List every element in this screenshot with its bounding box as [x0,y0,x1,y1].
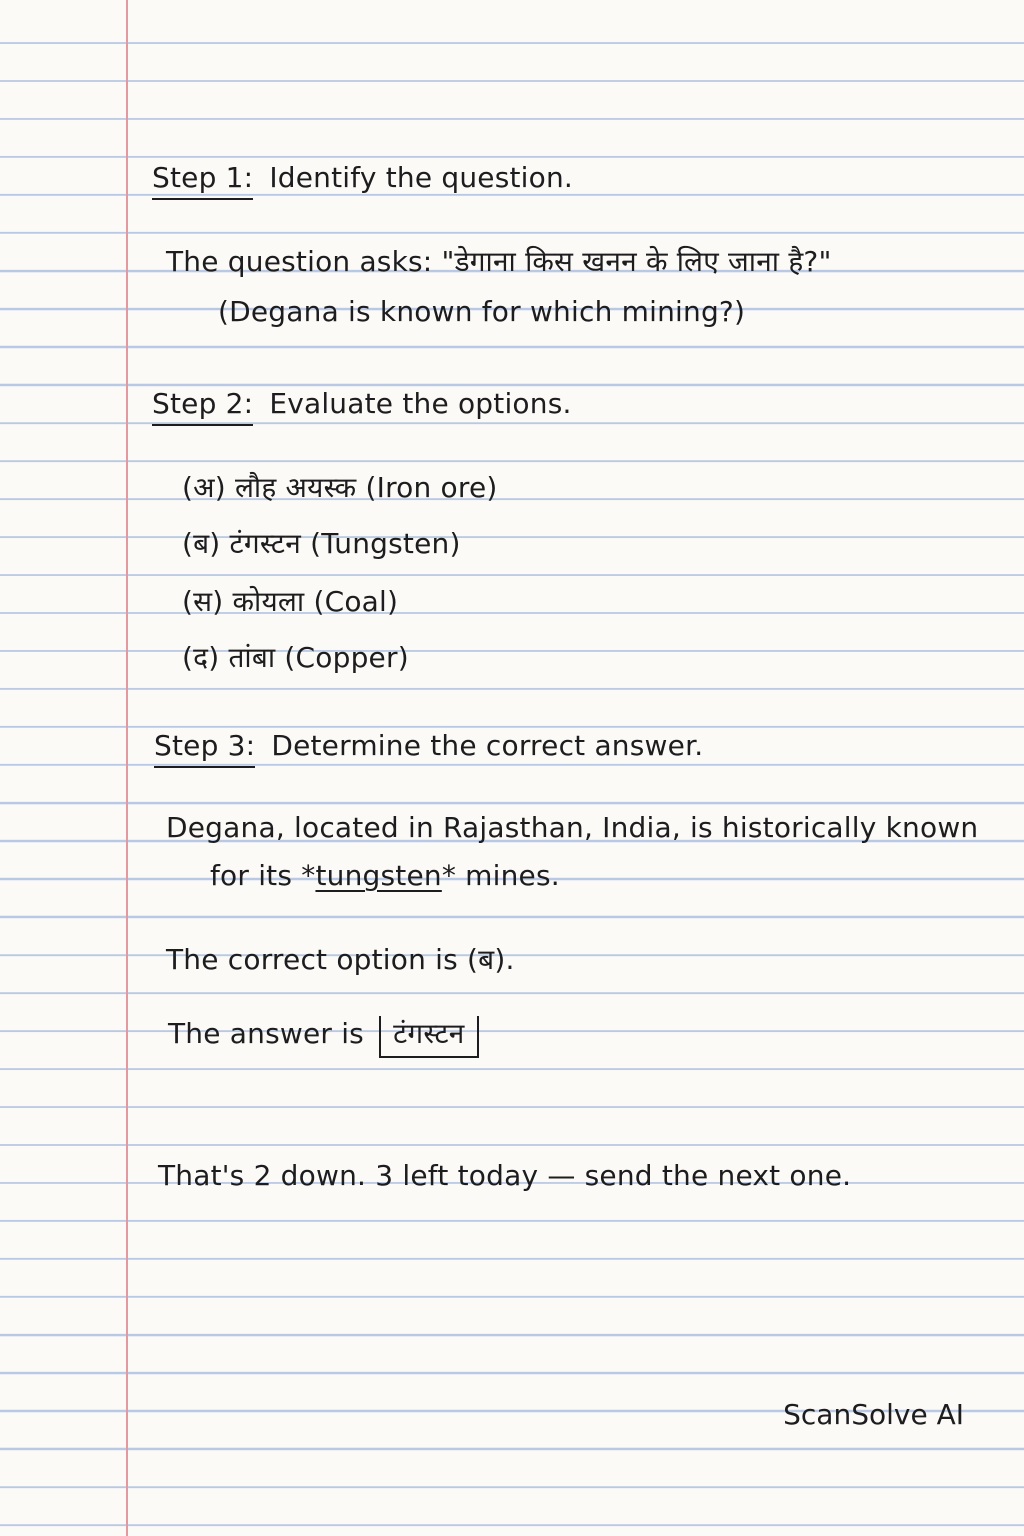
option-row [182,640,409,676]
explanation-emphasis: tungsten [315,859,442,892]
option-letter: (ब) [182,527,221,560]
explanation-line-1: Degana, located in Rajasthan, India, is historically known [166,811,979,844]
step2-row [152,386,572,426]
answer-box [379,1016,478,1058]
question-prefix: The question asks: [166,245,442,278]
correct-option-line: The correct option is (ब). [166,943,515,976]
option-hindi: तांबा [228,641,276,674]
option-letter: (स) [182,585,224,618]
option-letter: (द) [182,641,220,674]
question-hindi: "डेगाना किस खनन के लिए जाना है?" [441,245,832,278]
step3-title: Determine the correct answer. [271,729,704,762]
step1-row [152,160,573,200]
option-row [182,470,498,506]
answer-prefix: The answer is [168,1017,364,1050]
option-hindi: लौह अयस्क [234,471,357,504]
option-row [182,584,398,620]
option-hindi: कोयला [232,585,305,618]
step1-heading: Step 1: [152,160,253,200]
question-translation: (Degana is known for which mining?) [218,295,746,328]
explanation-post: * mines. [441,859,560,892]
step2-heading: Step 2: [152,386,253,426]
explanation-pre: for its * [210,859,316,892]
option-hindi: टंगस्टन [229,527,301,560]
brand-signature: ScanSolve AI [783,1398,964,1431]
question-line [166,244,832,280]
option-english: (Copper) [284,641,409,674]
step2-title: Evaluate the options. [269,387,572,420]
step3-row [154,728,703,768]
answer-value: टंगस्टन [393,1017,465,1050]
option-english: (Tungsten) [310,527,461,560]
step3-heading: Step 3: [154,728,255,768]
option-letter: (अ) [182,471,226,504]
option-row [182,526,461,562]
margin-line [126,0,128,1536]
explanation-line-2 [210,858,560,894]
step1-title: Identify the question. [269,161,574,194]
option-english: (Coal) [313,585,399,618]
progress-text: That's 2 down. 3 left today — send the next one. [158,1159,852,1192]
option-english: (Iron ore) [365,471,498,504]
answer-line [168,1016,479,1058]
